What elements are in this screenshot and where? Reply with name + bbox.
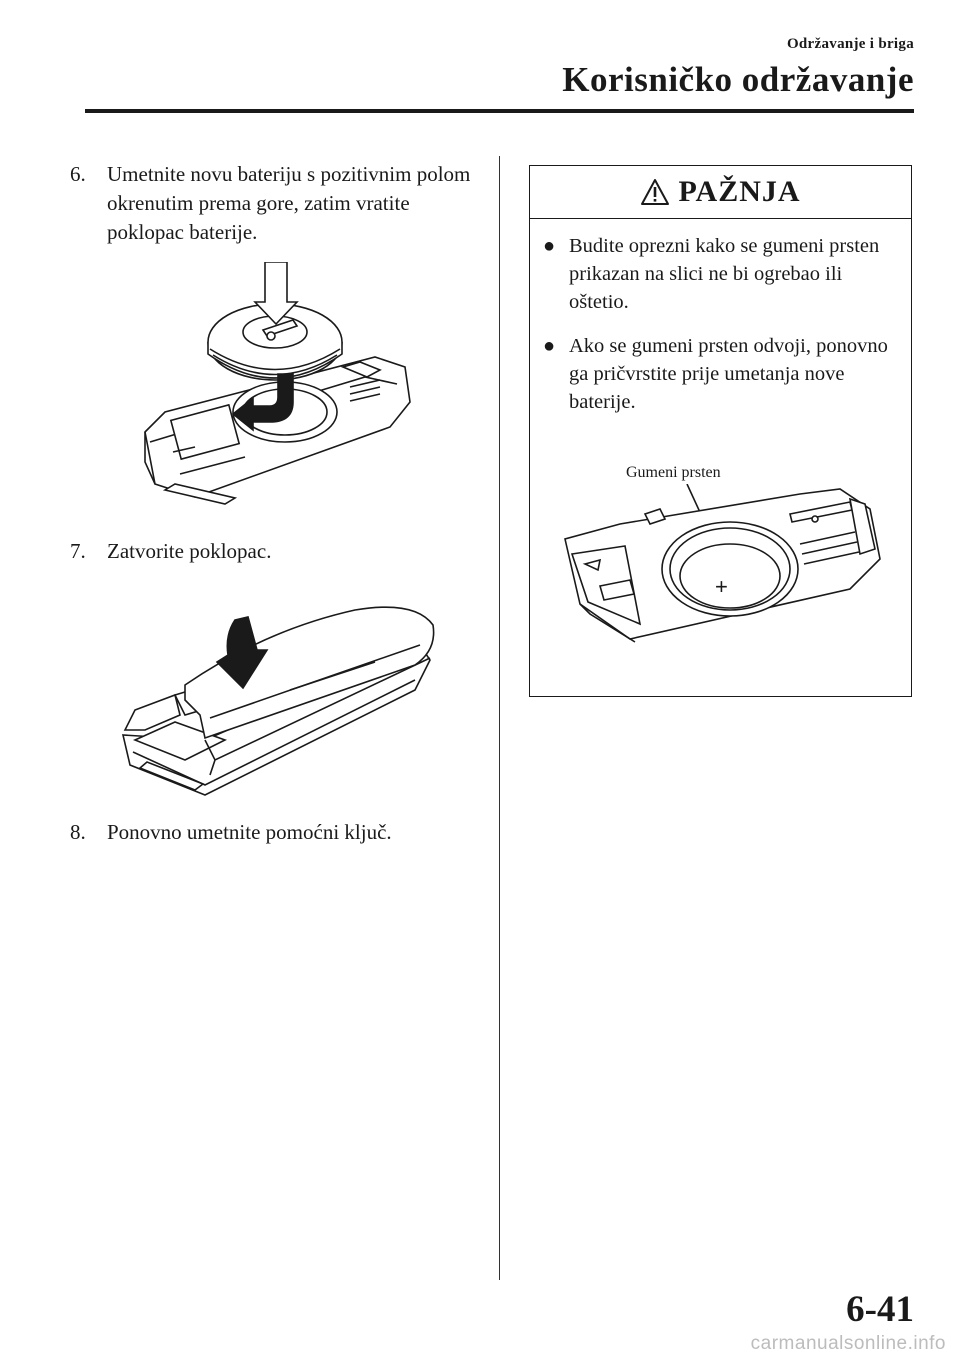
- step-text: Ponovno umetnite pomoćni ključ.: [107, 820, 392, 844]
- step-8: [70, 818, 490, 847]
- step-number: 7.: [70, 539, 86, 563]
- step-text: Umetnite novu bateriju s pozitivnim polom okrenutim prema gore, zatim vratite poklopac baterije.: [107, 162, 471, 244]
- bullet-icon: ●: [543, 235, 556, 257]
- battery-insert-illustration: [135, 262, 420, 510]
- step-6: [70, 160, 490, 247]
- header-section-label: Održavanje i briga: [786, 36, 914, 52]
- page-title: Korisničko održavanje: [562, 60, 914, 99]
- step-number: 6.: [70, 162, 86, 186]
- caution-item: [540, 232, 905, 316]
- footer-watermark: carmanualsonline.info: [750, 1333, 946, 1354]
- caution-box: [529, 165, 912, 697]
- caution-title: PAŽNJA: [678, 175, 801, 208]
- bullet-icon: ●: [543, 335, 556, 357]
- rubber-ring-label: Gumeni prsten: [626, 464, 721, 481]
- step-number: 8.: [70, 820, 86, 844]
- svg-text:+: +: [715, 574, 728, 599]
- column-divider: [499, 156, 500, 1280]
- step-7: [70, 537, 490, 566]
- rubber-ring-illustration: [560, 484, 890, 644]
- close-cover-illustration: [115, 590, 440, 800]
- step-text: Zatvorite poklopac.: [107, 539, 272, 563]
- caution-item-text: Budite oprezni kako se gumeni prsten prikazan na slici ne bi ogrebao ili oštetio.: [569, 235, 880, 313]
- caution-item: [540, 332, 905, 416]
- page-number: 6-41: [846, 1289, 914, 1330]
- header-rule: [85, 109, 914, 113]
- caution-list: [540, 232, 905, 432]
- caution-item-text: Ako se gumeni prsten odvoji, ponovno ga pričvrstite prije umetanja nove baterije.: [569, 335, 888, 413]
- warning-triangle-icon: [640, 178, 670, 206]
- caution-header: [530, 166, 911, 219]
